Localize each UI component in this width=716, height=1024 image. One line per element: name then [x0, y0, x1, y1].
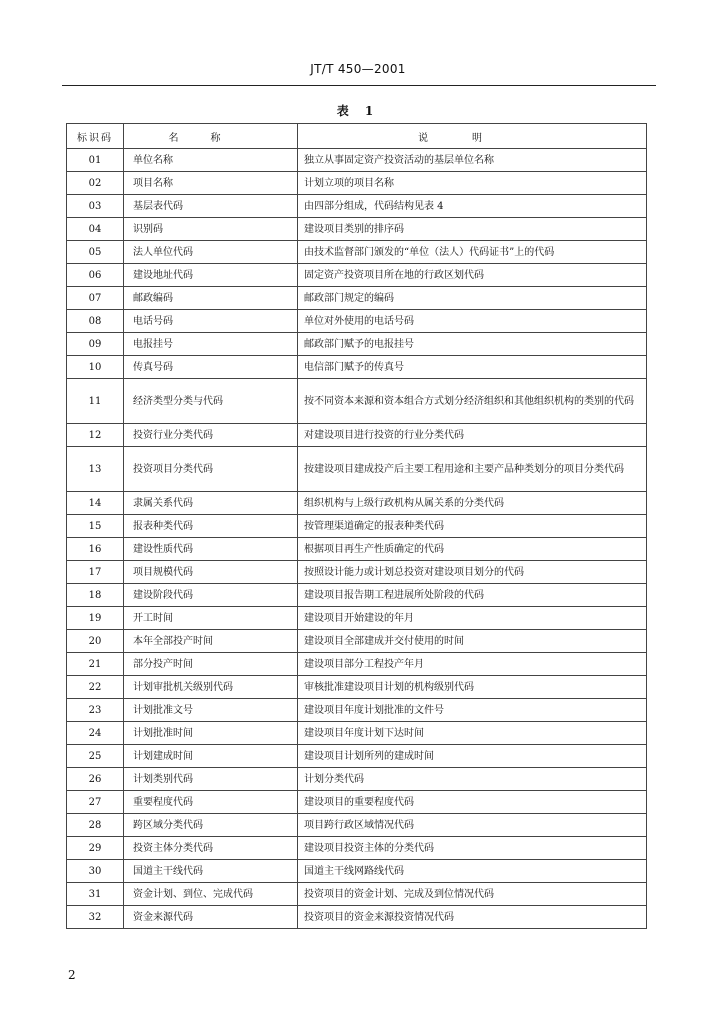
cell-desc: 电信部门赋予的传真号: [298, 356, 647, 379]
cell-desc: 建设项目全部建成并交付使用的时间: [298, 630, 647, 653]
cell-code: 28: [67, 814, 124, 837]
cell-code: 10: [67, 356, 124, 379]
cell-name: 传真号码: [124, 356, 298, 379]
cell-desc: 按管理渠道确定的报表种类代码: [298, 515, 647, 538]
cell-code: 29: [67, 837, 124, 860]
table-title: 表 1: [336, 104, 380, 118]
cell-code: 27: [67, 791, 124, 814]
table-row: [67, 264, 647, 287]
table-row: [67, 515, 647, 538]
cell-desc: 邮政部门赋予的电报挂号: [298, 333, 647, 356]
cell-code: 14: [67, 492, 124, 515]
cell-name: 项目名称: [124, 172, 298, 195]
cell-code: 21: [67, 653, 124, 676]
cell-name: 法人单位代码: [124, 241, 298, 264]
table-row: [67, 379, 647, 424]
table-row: [67, 172, 647, 195]
code-table: [66, 123, 647, 929]
cell-desc: 按建设项目建成投产后主要工程用途和主要产品种类划分的项目分类代码: [298, 447, 647, 492]
cell-code: 31: [67, 883, 124, 906]
cell-code: 03: [67, 195, 124, 218]
cell-desc: 固定资产投资项目所在地的行政区划代码: [298, 264, 647, 287]
cell-name: 开工时间: [124, 607, 298, 630]
cell-code: 15: [67, 515, 124, 538]
cell-code: 05: [67, 241, 124, 264]
cell-name: 基层表代码: [124, 195, 298, 218]
cell-code: 23: [67, 699, 124, 722]
column-header-name: 名称: [124, 124, 298, 149]
cell-desc: 建设项目投资主体的分类代码: [298, 837, 647, 860]
table-row: [67, 630, 647, 653]
cell-desc: 建设项目部分工程投产年月: [298, 653, 647, 676]
cell-name: 跨区域分类代码: [124, 814, 298, 837]
cell-name: 投资项目分类代码: [124, 447, 298, 492]
cell-desc: 建设项目开始建设的年月: [298, 607, 647, 630]
cell-desc: 独立从事固定资产投资活动的基层单位名称: [298, 149, 647, 172]
cell-code: 11: [67, 379, 124, 424]
cell-name: 计划批准时间: [124, 722, 298, 745]
cell-code: 24: [67, 722, 124, 745]
cell-code: 04: [67, 218, 124, 241]
cell-code: 12: [67, 424, 124, 447]
cell-desc: 投资项目的资金计划、完成及到位情况代码: [298, 883, 647, 906]
header-rule: [62, 85, 656, 86]
table-row: [67, 676, 647, 699]
cell-name: 投资主体分类代码: [124, 837, 298, 860]
standard-code: JT/T 450—2001: [310, 62, 406, 76]
cell-code: 09: [67, 333, 124, 356]
table-row: [67, 195, 647, 218]
table-row: [67, 906, 647, 929]
cell-name: 重要程度代码: [124, 791, 298, 814]
cell-code: 20: [67, 630, 124, 653]
cell-name: 建设性质代码: [124, 538, 298, 561]
cell-name: 项目规模代码: [124, 561, 298, 584]
table-row: [67, 722, 647, 745]
cell-desc: 投资项目的资金来源投资情况代码: [298, 906, 647, 929]
cell-desc: 邮政部门规定的编码: [298, 287, 647, 310]
table-row: [67, 447, 647, 492]
cell-name: 电报挂号: [124, 333, 298, 356]
column-header-desc: 说明: [298, 124, 647, 149]
cell-code: 07: [67, 287, 124, 310]
cell-code: 26: [67, 768, 124, 791]
table-row: [67, 424, 647, 447]
cell-desc: 项目跨行政区域情况代码: [298, 814, 647, 837]
cell-desc: 组织机构与上级行政机构从属关系的分类代码: [298, 492, 647, 515]
table-header-row: [67, 124, 647, 149]
cell-desc: 由技术监督部门颁发的“单位（法人）代码证书”上的代码: [298, 241, 647, 264]
cell-code: 13: [67, 447, 124, 492]
table-row: [67, 837, 647, 860]
table-row: [67, 584, 647, 607]
cell-desc: 对建设项目进行投资的行业分类代码: [298, 424, 647, 447]
cell-name: 国道主干线代码: [124, 860, 298, 883]
cell-desc: 由四部分组成，代码结构见表 4: [298, 195, 647, 218]
table-row: [67, 218, 647, 241]
cell-name: 邮政编码: [124, 287, 298, 310]
cell-code: 08: [67, 310, 124, 333]
table-row: [67, 492, 647, 515]
cell-name: 计划审批机关级别代码: [124, 676, 298, 699]
cell-code: 22: [67, 676, 124, 699]
table-row: [67, 699, 647, 722]
table-row: [67, 561, 647, 584]
cell-code: 32: [67, 906, 124, 929]
cell-name: 单位名称: [124, 149, 298, 172]
cell-name: 资金计划、到位、完成代码: [124, 883, 298, 906]
cell-code: 02: [67, 172, 124, 195]
cell-code: 18: [67, 584, 124, 607]
cell-name: 报表种类代码: [124, 515, 298, 538]
cell-desc: 建设项目类别的排序码: [298, 218, 647, 241]
cell-code: 17: [67, 561, 124, 584]
table-row: [67, 310, 647, 333]
table-row: [67, 356, 647, 379]
cell-desc: 计划分类代码: [298, 768, 647, 791]
cell-code: 25: [67, 745, 124, 768]
cell-name: 经济类型分类与代码: [124, 379, 298, 424]
cell-name: 计划批准文号: [124, 699, 298, 722]
cell-code: 19: [67, 607, 124, 630]
cell-desc: 建设项目报告期工程进展所处阶段的代码: [298, 584, 647, 607]
table-row: [67, 883, 647, 906]
cell-code: 01: [67, 149, 124, 172]
table-row: [67, 287, 647, 310]
column-header-code: 标识码: [67, 124, 124, 149]
cell-desc: 国道主干线网路线代码: [298, 860, 647, 883]
cell-desc: 审核批准建设项目计划的机构级别代码: [298, 676, 647, 699]
table-row: [67, 653, 647, 676]
table-row: [67, 241, 647, 264]
cell-desc: 根据项目再生产性质确定的代码: [298, 538, 647, 561]
cell-name: 识别码: [124, 218, 298, 241]
page-number: 2: [68, 968, 76, 982]
cell-desc: 单位对外使用的电话号码: [298, 310, 647, 333]
cell-name: 建设地址代码: [124, 264, 298, 287]
table-row: [67, 745, 647, 768]
cell-code: 30: [67, 860, 124, 883]
table-row: [67, 791, 647, 814]
cell-name: 本年全部投产时间: [124, 630, 298, 653]
cell-desc: 建设项目的重要程度代码: [298, 791, 647, 814]
table-row: [67, 333, 647, 356]
cell-desc: 建设项目计划所列的建成时间: [298, 745, 647, 768]
cell-name: 计划建成时间: [124, 745, 298, 768]
cell-name: 投资行业分类代码: [124, 424, 298, 447]
cell-name: 计划类别代码: [124, 768, 298, 791]
cell-desc: 建设项目年度计划下达时间: [298, 722, 647, 745]
cell-code: 06: [67, 264, 124, 287]
table-row: [67, 814, 647, 837]
cell-desc: 按不同资本来源和资本组合方式划分经济组织和其他组织机构的类别的代码: [298, 379, 647, 424]
table-row: [67, 149, 647, 172]
cell-name: 部分投产时间: [124, 653, 298, 676]
table-body: [67, 149, 647, 929]
cell-name: 建设阶段代码: [124, 584, 298, 607]
table-row: [67, 538, 647, 561]
table-row: [67, 768, 647, 791]
table-row: [67, 860, 647, 883]
cell-desc: 按照设计能力或计划总投资对建设项目划分的代码: [298, 561, 647, 584]
cell-name: 隶属关系代码: [124, 492, 298, 515]
cell-name: 电话号码: [124, 310, 298, 333]
cell-desc: 计划立项的项目名称: [298, 172, 647, 195]
cell-name: 资金来源代码: [124, 906, 298, 929]
table-row: [67, 607, 647, 630]
cell-code: 16: [67, 538, 124, 561]
cell-desc: 建设项目年度计划批准的文件号: [298, 699, 647, 722]
